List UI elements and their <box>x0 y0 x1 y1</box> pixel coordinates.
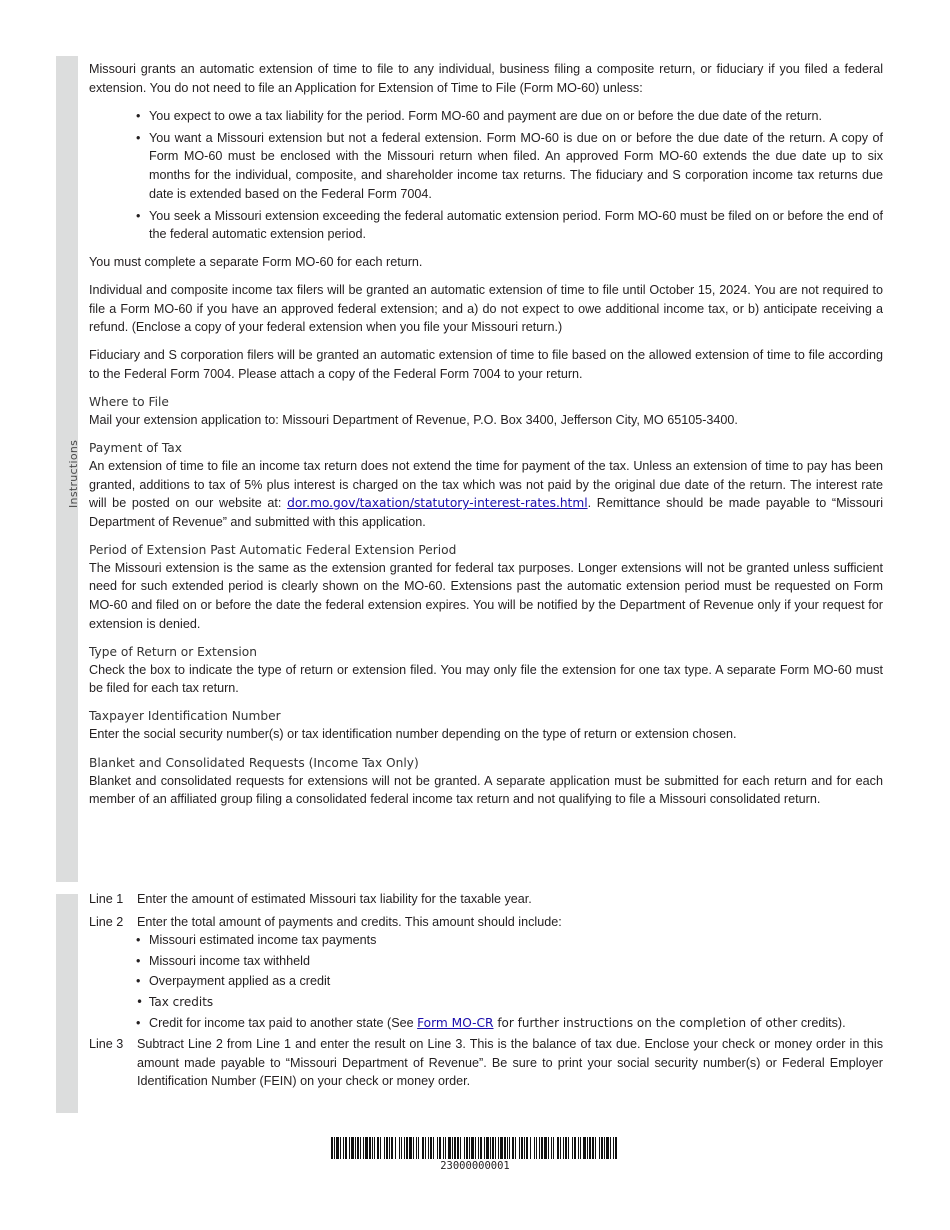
where-to-file-text: Mail your extension application to: Missouri Department of Revenue, P.O. Box 3400, Jefferson City, MO 65105-3400. <box>89 412 738 427</box>
barcode-bar <box>386 1137 388 1159</box>
barcode-bar <box>615 1137 617 1159</box>
barcode-bar <box>345 1137 347 1159</box>
barcode-bar <box>495 1137 496 1159</box>
barcode-bar <box>365 1137 368 1159</box>
line-1-label: Line 1 <box>89 892 124 906</box>
line-1-row <box>89 890 883 909</box>
line-2-row <box>89 913 883 932</box>
period-of-extension-heading: Period of Extension Past Automatic Federal Extension Period <box>89 542 457 557</box>
barcode-bar <box>526 1137 528 1159</box>
barcode-bar <box>578 1137 579 1159</box>
line-3-text: Subtract Line 2 from Line 1 and enter the result on Line 3. This is the balance of tax due. Enclose your check or money order in this amount made payable to “Missouri Department of Revenue”. Be sure to print your social security number(s) or Federal Employer Identification Number (FEIN) on your check or money order. <box>137 1037 883 1089</box>
barcode-bar <box>391 1137 393 1159</box>
list-item: • Overpayment applied as a credit <box>149 972 883 991</box>
barcode-bar <box>480 1137 482 1159</box>
barcode-bar <box>539 1137 540 1159</box>
intro-paragraph: Missouri grants an automatic extension of time to file to any individual, business filing a composite return, or fiduciary if you filed a federal extension. You do not need to file an Application for Extension of Time to File (Form MO-60) unless: <box>89 62 883 95</box>
individual-filers-paragraph: Individual and composite income tax filers will be granted an automatic extension of time to file until October 15, 2024. You are not required to file a Form MO-60 if you have an approved federal extension; and a) do not expect to owe additional income tax, or b) anticipate receiving a refund. (Enclose a copy of your federal extension when you file your Missouri return.) <box>89 282 883 335</box>
barcode-bar <box>536 1137 537 1159</box>
barcode-bar <box>484 1137 485 1159</box>
barcode-bar <box>464 1137 465 1159</box>
barcode-bar <box>355 1137 356 1159</box>
barcode-bar <box>599 1137 600 1159</box>
barcode-bar <box>548 1137 549 1159</box>
blanket-requests-text: Blanket and consolidated requests for extensions will not be granted. A separate application must be submitted for each return and for each member of an affiliated group filing a consolidated federal income tax return and not qualifying to file a Missouri consolidated return. <box>89 773 883 807</box>
line-3-label: Line 3 <box>89 1037 124 1052</box>
barcode-bar <box>530 1137 531 1159</box>
list-item: • Missouri income tax withheld <box>149 952 883 971</box>
list-item: • Credit for income tax paid to another state (See Form MO-CR for further instructions on the completion of other credits). <box>149 1014 883 1033</box>
line-2-bullet-list <box>89 931 883 1032</box>
barcode-bar <box>401 1137 402 1159</box>
barcode-bar <box>334 1137 335 1159</box>
barcode-bar <box>565 1137 567 1159</box>
list-item: • Tax credits <box>149 993 883 1012</box>
barcode-bar <box>553 1137 554 1159</box>
barcode-bar <box>384 1137 385 1159</box>
intro-bullet-list <box>89 107 883 244</box>
barcode-bar <box>377 1137 379 1159</box>
line-2-text: Enter the total amount of payments and credits. This amount should include: <box>137 914 562 929</box>
barcode-bar <box>557 1137 559 1159</box>
sidebar-bar-bottom <box>56 894 78 1113</box>
barcode-bar <box>580 1137 581 1159</box>
barcode-bar <box>445 1137 446 1159</box>
type-of-return-heading: Type of Return or Extension <box>89 644 257 659</box>
form-mo-cr-link[interactable]: Form MO-CR <box>417 1015 494 1030</box>
period-of-extension-text: The Missouri extension is the same as the extension granted for federal tax purposes. Longer extensions will not be granted unless sufficient need for such extended period is clearly shown on the MO-60. Extensions past the automatic extension period must be requested on Form MO-60 and filed on or before the date the federal extension expires. You will be notified by the Department of Revenue only if your request for extension is denied. <box>89 560 883 631</box>
line-1-text: Enter the amount of estimated Missouri tax liability for the taxable year. <box>137 892 532 906</box>
barcode-bar <box>360 1137 361 1159</box>
barcode-bar <box>443 1137 444 1159</box>
barcode-bar <box>574 1137 576 1159</box>
barcode-bar <box>469 1137 470 1159</box>
barcode-bar <box>404 1137 405 1159</box>
barcode-bar <box>336 1137 339 1159</box>
barcode-bar <box>490 1137 491 1159</box>
barcode-bar <box>509 1137 510 1159</box>
barcode-bar <box>486 1137 489 1159</box>
payment-of-tax-text: An extension of time to file an income tax return does not extend the time for payment of the tax. Unless an extension of time to pay has been granted, additions to tax of 5% plus interest is charged on the tax which was not paid by the original due date of the return. The interest rate will be posted on our website at: dor.mo.gov/taxation/statutory-interest-rates.html. Remittance should be made payable to “Missouri Department of Revenue” and submitted with this application. <box>89 459 883 529</box>
line-instructions <box>89 890 883 1095</box>
list-item: • You want a Missouri extension but not a federal extension. Form MO-60 is due on or before the due date of the return. A copy of Form MO-60 must be enclosed with the Missouri return when filed. An approved Form MO-60 extends the due date up to six months for the individual, composite, and shareholder income tax returns. The fiduciary and S corporation income tax returns due date is extended based on the Federal Form 7004. <box>149 129 883 203</box>
instructions-content <box>89 60 883 818</box>
barcode-bar <box>452 1137 453 1159</box>
barcode-bar <box>454 1137 456 1159</box>
barcode-bar <box>560 1137 561 1159</box>
barcode-bar <box>471 1137 474 1159</box>
barcode <box>331 1137 619 1159</box>
taxpayer-id-heading: Taxpayer Identification Number <box>89 709 281 724</box>
barcode-bar <box>544 1137 547 1159</box>
barcode-bar <box>515 1137 516 1159</box>
list-item: • You seek a Missouri extension exceeding the federal automatic extension period. Form MO-60 must be filed on or before the end of the federal automatic extension period. <box>149 207 883 244</box>
barcode-bar <box>478 1137 479 1159</box>
barcode-bar <box>460 1137 461 1159</box>
barcode-bar <box>349 1137 350 1159</box>
barcode-bar <box>372 1137 373 1159</box>
barcode-bar <box>406 1137 408 1159</box>
barcode-bar <box>466 1137 468 1159</box>
barcode-bar <box>572 1137 573 1159</box>
barcode-bar <box>551 1137 552 1159</box>
barcode-bar <box>340 1137 341 1159</box>
barcode-bar <box>425 1137 426 1159</box>
barcode-bar <box>595 1137 596 1159</box>
barcode-bar <box>357 1137 359 1159</box>
barcode-bar <box>589 1137 591 1159</box>
list-item: • You expect to owe a tax liability for the period. Form MO-60 and payment are due on or before the due date of the return. <box>149 107 883 126</box>
barcode-bar <box>504 1137 506 1159</box>
barcode-bar <box>418 1137 419 1159</box>
barcode-bar <box>498 1137 499 1159</box>
barcode-bar <box>587 1137 588 1159</box>
barcode-number: 23000000001 <box>440 1160 510 1172</box>
barcode-bar <box>422 1137 424 1159</box>
barcode-bar <box>521 1137 523 1159</box>
barcode-bar <box>430 1137 432 1159</box>
barcode-bar <box>433 1137 434 1159</box>
barcode-bar <box>409 1137 412 1159</box>
line-2-label: Line 2 <box>89 914 124 929</box>
barcode-bar <box>541 1137 543 1159</box>
barcode-bar <box>437 1137 438 1159</box>
barcode-bar <box>507 1137 508 1159</box>
barcode-bar <box>448 1137 451 1159</box>
barcode-bar <box>583 1137 586 1159</box>
payment-of-tax-heading: Payment of Tax <box>89 441 182 455</box>
barcode-bar <box>563 1137 564 1159</box>
barcode-bar <box>389 1137 390 1159</box>
barcode-bar <box>568 1137 569 1159</box>
list-item: • Missouri estimated income tax payments <box>149 931 883 950</box>
barcode-bar <box>519 1137 520 1159</box>
barcode-bar <box>524 1137 525 1159</box>
barcode-bar <box>351 1137 354 1159</box>
fiduciary-filers-paragraph: Fiduciary and S corporation filers will be granted an automatic extension of time to file based on the allowed extension of time to file according to the Federal Form 7004. Please attach a copy of the Federal Form 7004 to your return. <box>89 348 883 381</box>
barcode-bar <box>363 1137 364 1159</box>
where-to-file-heading: Where to File <box>89 394 169 409</box>
barcode-bar <box>331 1137 333 1159</box>
barcode-bar <box>475 1137 476 1159</box>
barcode-bar <box>601 1137 603 1159</box>
barcode-bar <box>395 1137 396 1159</box>
barcode-bar <box>439 1137 441 1159</box>
barcode-bar <box>457 1137 459 1159</box>
line-3-row <box>89 1035 883 1091</box>
taxpayer-id-text: Enter the social security number(s) or tax identification number depending on the type of return or extension chosen. <box>89 727 737 742</box>
type-of-return-text: Check the box to indicate the type of return or extension filed. You may only file the extension for one tax type. A separate Form MO-60 must be filed for each tax return. <box>89 662 883 696</box>
barcode-bar <box>610 1137 611 1159</box>
barcode-bar <box>428 1137 429 1159</box>
barcode-bar <box>380 1137 381 1159</box>
barcode-bar <box>374 1137 375 1159</box>
separate-form-note: You must complete a separate Form MO-60 for each return. <box>89 254 423 269</box>
barcode-bar <box>343 1137 344 1159</box>
barcode-bar <box>416 1137 417 1159</box>
barcode-bar <box>399 1137 400 1159</box>
barcode-bar <box>534 1137 535 1159</box>
barcode-bar <box>369 1137 371 1159</box>
barcode-bar <box>413 1137 414 1159</box>
blanket-requests-heading: Blanket and Consolidated Requests (Income Tax Only) <box>89 755 419 770</box>
barcode-bar <box>592 1137 594 1159</box>
interest-rates-link[interactable]: dor.mo.gov/taxation/statutory-interest-rates.html <box>287 496 588 511</box>
barcode-bar <box>500 1137 503 1159</box>
barcode-bar <box>613 1137 614 1159</box>
barcode-bar <box>604 1137 605 1159</box>
barcode-bar <box>492 1137 494 1159</box>
barcode-bar <box>606 1137 609 1159</box>
barcode-bar <box>512 1137 514 1159</box>
